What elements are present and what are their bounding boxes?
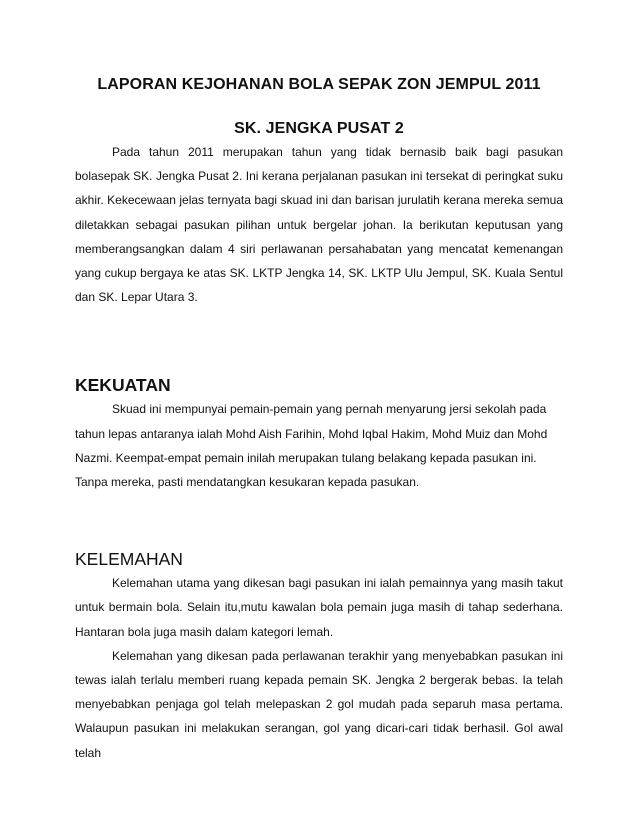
intro-paragraph: Pada tahun 2011 merupakan tahun yang tidak bernasib baik bagi pasukan bolasepak SK. Jengka Pusat 2. Ini kerana perjalanan pasukan ini tersekat di peringkat suku akhir. Kekecewaan jelas ternyata bagi skuad ini dan barisan jurulatih kerana mereka semua diletakkan sebagai pasukan pilihan untuk bergelar johan. Ia berikutan keputusan yang memberangsangkan dalam 4 siri perlawanan persahabatan yang mencatat kemenangan yang cukup bergaya ke atas SK. LKTP Jengka 14, SK. LKTP Ulu Jempul, SK. Kuala Sentul dan SK. Lepar Utara 3. [75,145,563,305]
kelemahan-paragraph-2: Kelemahan yang dikesan pada perlawanan terakhir yang menyebabkan pasukan ini tewas ialah terlalu memberi ruang kepada pemain SK. Jengka 2 bergerak bebas. Ia telah menyebabkan penjaga gol telah melepaskan 2 gol mudah pada separuh masa pertama. Walaupun pasukan ini melakukan serangan, gol yang dicari-cari tidak berhasil. Gol awal telah [75,648,563,760]
kekuatan-paragraph: Skuad ini mempunyai pemain-pemain yang pernah menyarung jersi sekolah pada tahun lepas antaranya ialah Mohd Aish Farihin, Mohd Iqbal Hakim, Mohd Muiz dan Mohd Nazmi. Keempat-empat pemain inilah merupakan tulang belakang kepada pasukan ini. Tanpa mereka, pasti mendatangkan kesukaran kepada pasukan. [75,402,548,490]
section-heading-kelemahan: KELEMAHAN [75,549,183,570]
document-content [75,74,563,765]
kelemahan-paragraph-1: Kelemahan utama yang dikesan bagi pasukan ini ialah pemainnya yang masih takut untuk bermain bola. Selain itu,mutu kawalan bola pemain juga masih di tahap sederhana. Hantaran bola juga masih dalam kategori lemah. [75,576,563,639]
document-subtitle: SK. JENGKA PUSAT 2 [234,120,404,137]
document-title: LAPORAN KEJOHANAN BOLA SEPAK ZON JEMPUL 2011 [97,76,541,93]
section-heading-kekuatan: KEKUATAN [75,375,171,396]
